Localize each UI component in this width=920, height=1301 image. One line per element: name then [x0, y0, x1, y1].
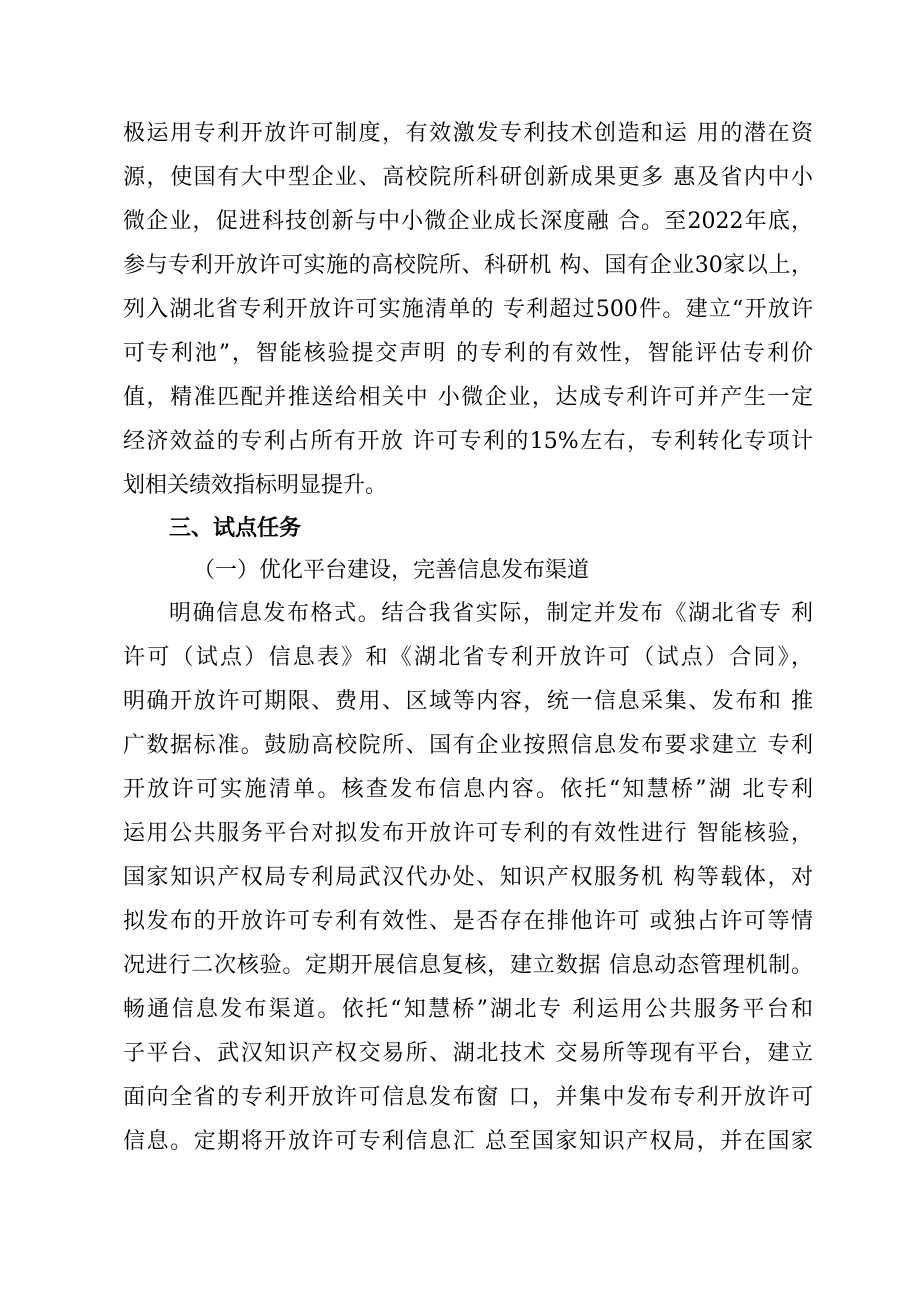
text-line: 参与专利开放许可实施的高校院所、科研机 构、国有企业30家以上， — [123, 253, 813, 278]
text-line: 许可（试点）信息表》和《湖北省专利开放许可（试点）合同》， — [123, 645, 813, 670]
text-line: 可专利池”，智能核验提交声明 的专利的有效性，智能评估专利价 — [123, 341, 813, 366]
text-line: 国家知识产权局专利局武汉代办处、知识产权服务机 构等载体，对 — [123, 865, 813, 890]
text-line: 明确信息发布格式。结合我省实际，制定并发布《湖北省专 利 — [169, 601, 813, 626]
subsection-heading: （一）优化平台建设，完善信息发布渠道 — [193, 558, 590, 583]
text-line: 开放许可实施清单。核查发布信息内容。依托“知慧桥”湖 北专利 — [123, 777, 813, 802]
text-line: 微企业，促进科技创新与中小微企业成长深度融 合。至2022年底， — [123, 209, 813, 234]
text-line: 畅通信息发布渠道。依托“知慧桥”湖北专 利运用公共服务平台和 — [123, 997, 813, 1022]
text-line: 况进行二次核验。定期开展信息复核，建立数据 信息动态管理机制。 — [123, 953, 813, 978]
text-line: 明确开放许可期限、费用、区域等内容，统一信息采集、发布和 推 — [123, 689, 813, 714]
text-line: 极运用专利开放许可制度，有效激发专利技术创造和运 用的潜在资 — [123, 121, 813, 146]
document-body — [123, 112, 813, 1164]
text-line: 运用公共服务平台对拟发布开放许可专利的有效性进行 智能核验， — [123, 821, 813, 846]
text-line: 划相关绩效指标明显提升。 — [123, 473, 388, 498]
text-line: 经济效益的专利占所有开放 许可专利的15%左右，专利转化专项计 — [123, 429, 813, 454]
text-line: 源，使国有大中型企业、高校院所科研创新成果更多 惠及省内中小 — [123, 165, 813, 190]
text-line: 拟发布的开放许可专利有效性、是否存在排他许可 或独占许可等情 — [123, 909, 813, 934]
text-line: 值，精准匹配并推送给相关中 小微企业，达成专利许可并产生一定 — [123, 385, 813, 410]
text-line: 广数据标准。鼓励高校院所、国有企业按照信息发布要求建立 专利 — [123, 733, 813, 758]
text-line: 信息。定期将开放许可专利信息汇 总至国家知识产权局，并在国家 — [123, 1129, 813, 1154]
text-line: 面向全省的专利开放许可信息发布窗 口，并集中发布专利开放许可 — [123, 1085, 813, 1110]
text-line: 子平台、武汉知识产权交易所、湖北技术 交易所等现有平台，建立 — [123, 1041, 813, 1066]
text-line: 列入湖北省专利开放许可实施清单的 专利超过500件。建立“开放许 — [123, 297, 813, 322]
section-heading: 三、试点任务 — [169, 516, 302, 541]
